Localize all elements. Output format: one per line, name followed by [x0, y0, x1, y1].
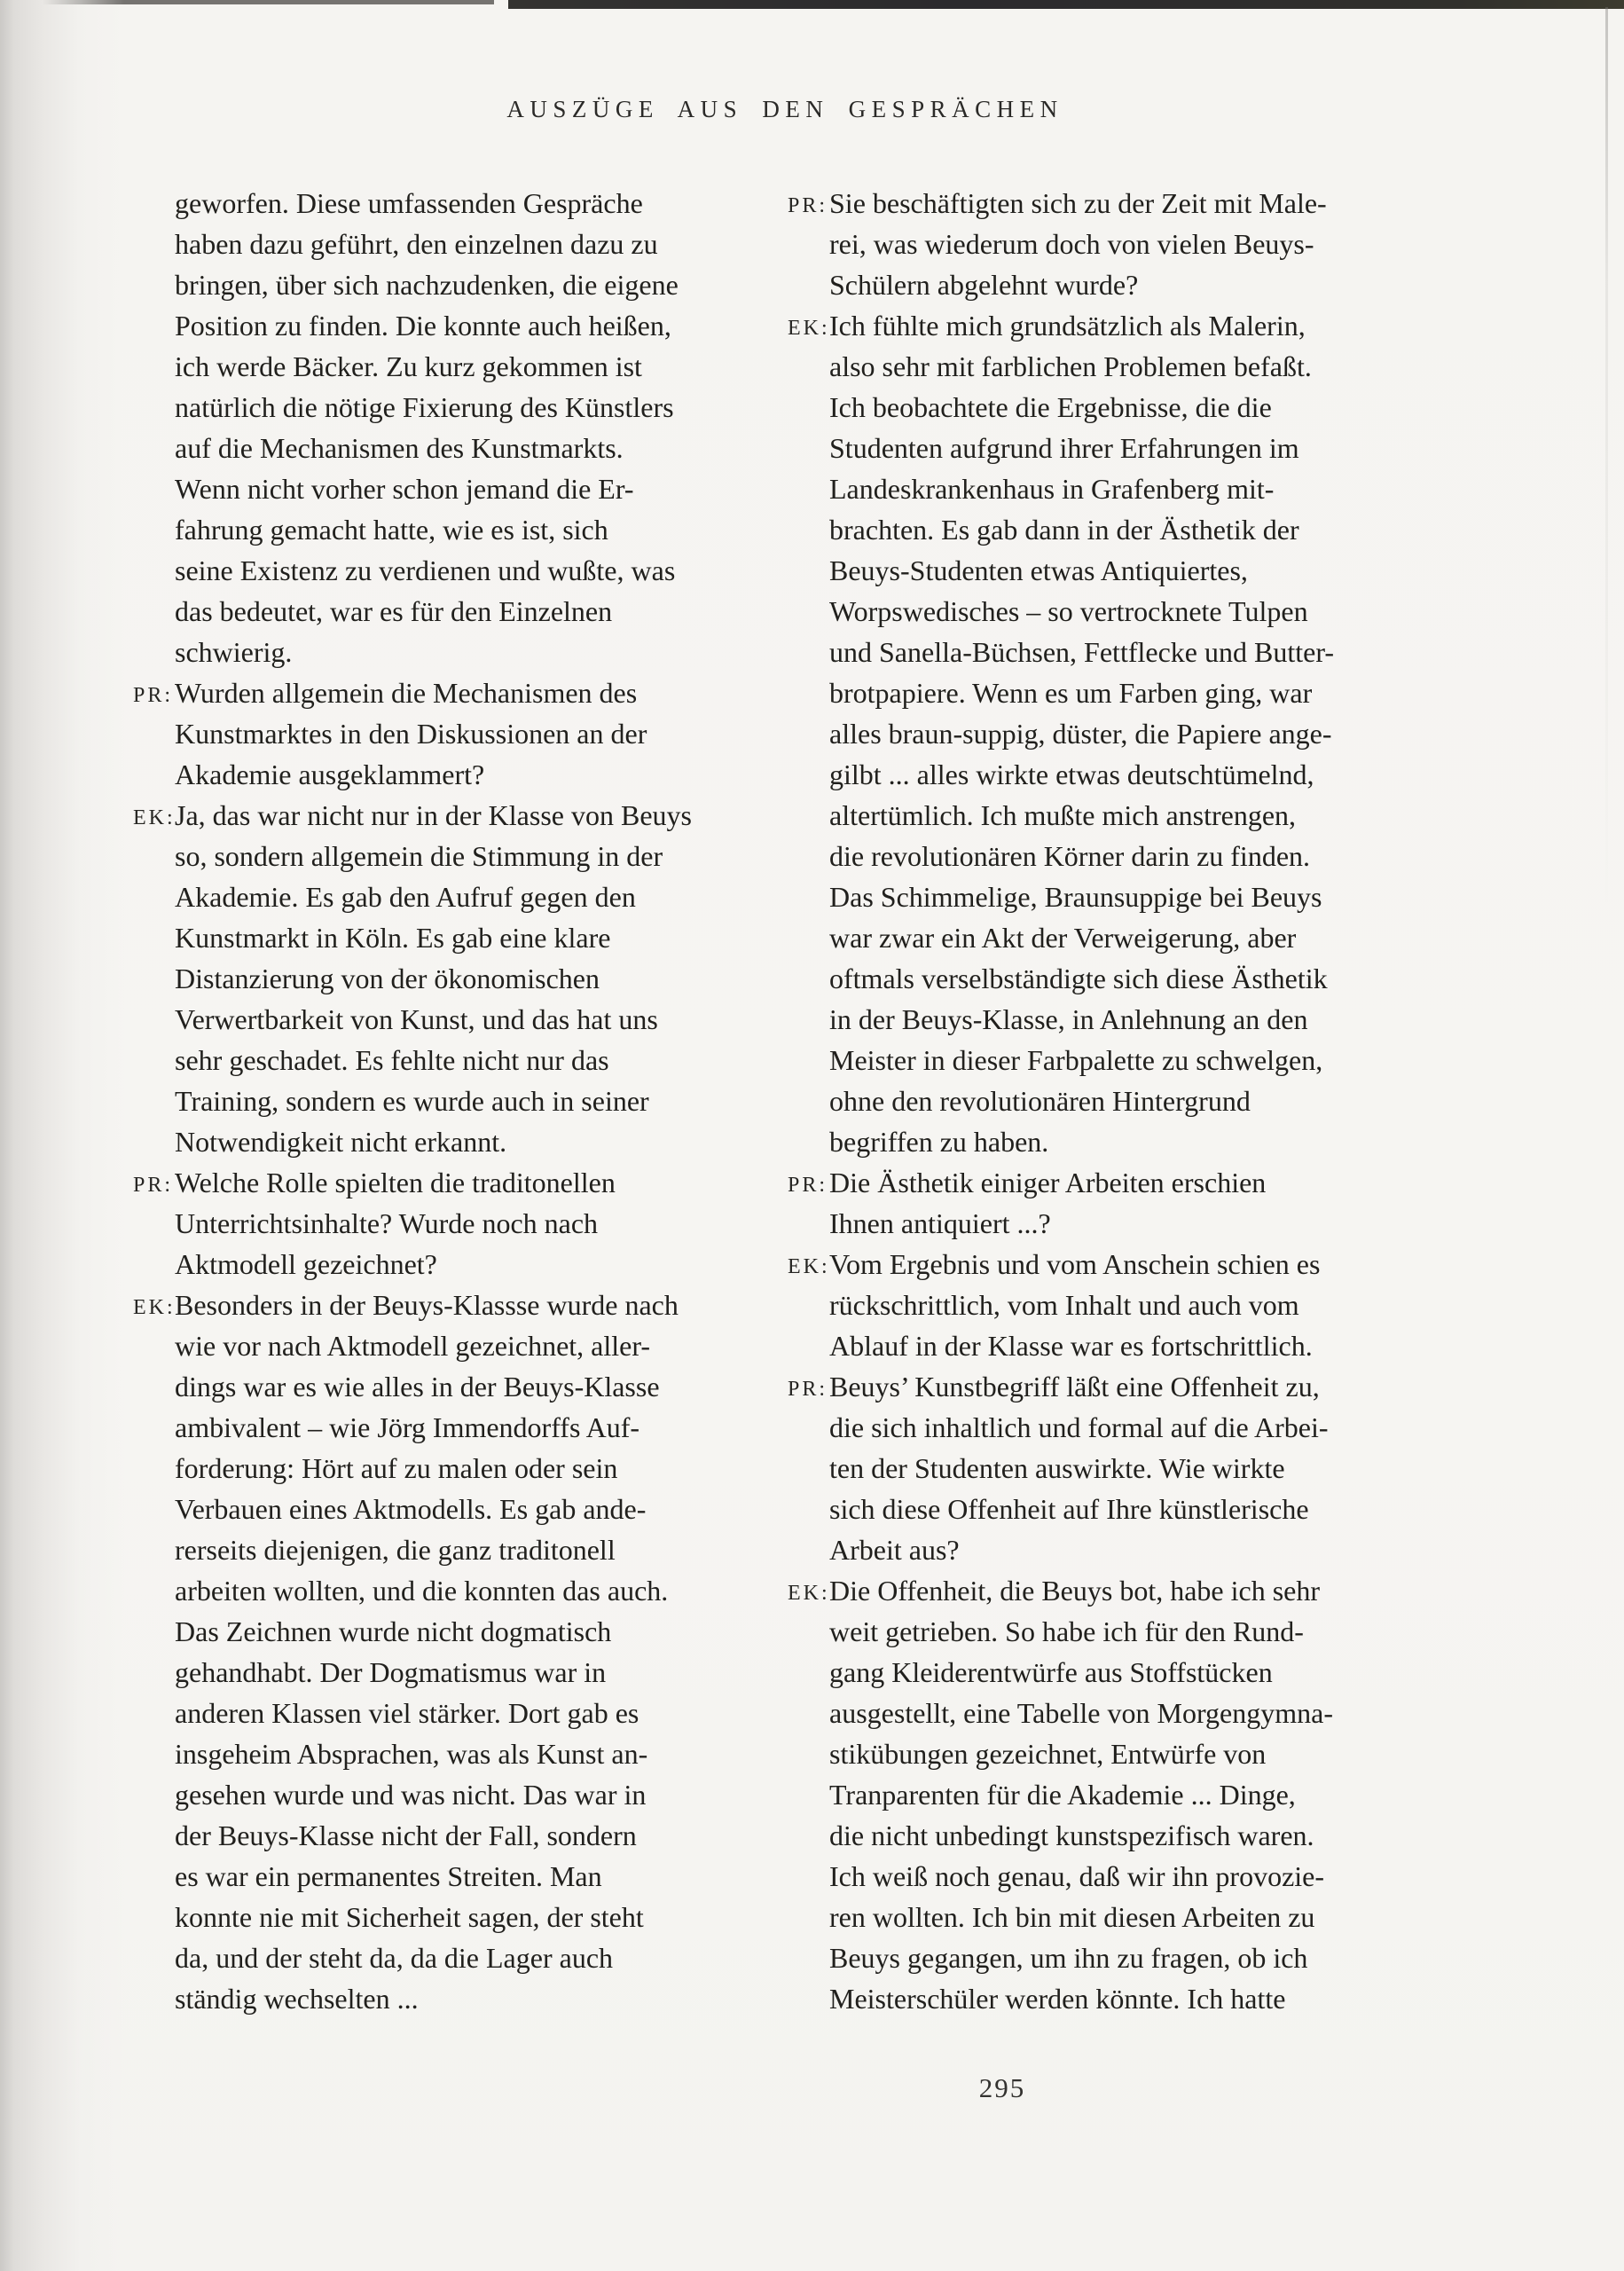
- running-header: AUSZÜGE AUS DEN GESPRÄCHEN: [506, 96, 1063, 122]
- scan-edge-right: [1605, 7, 1608, 2271]
- text-line: ständig wechselten ...: [175, 1983, 419, 2015]
- dialogue-entry: [788, 1244, 1423, 1366]
- text-line: brotpapiere. Wenn es um Farben ging, war: [829, 677, 1313, 709]
- text-line: Kunstmarkt in Köln. Es gab eine klare: [175, 922, 611, 954]
- speaker-label: EK:: [133, 1296, 176, 1319]
- text-line: da, und der steht da, da die Lager auch: [175, 1942, 614, 1974]
- text-line: rei, was wiederum doch von vielen Beuys-: [829, 228, 1314, 260]
- text-line: Verbauen eines Aktmodells. Es gab ande-: [175, 1493, 647, 1525]
- text-line: Die Ästhetik einiger Arbeiten erschien: [829, 1167, 1267, 1198]
- text-line: Worpswedisches – so vertrocknete Tulpen: [829, 595, 1308, 627]
- text-line: Beuys’ Kunstbegriff läßt eine Offenheit zu,: [829, 1371, 1320, 1403]
- text-line: die nicht unbedingt kunstspezifisch waren.: [829, 1819, 1314, 1851]
- text-line: ren wollten. Ich bin mit diesen Arbeiten zu: [829, 1901, 1315, 1933]
- text-line: der Beuys-Klasse nicht der Fall, sondern: [175, 1819, 637, 1851]
- dialogue-entry: [788, 183, 1423, 305]
- dialogue-entry: [133, 1285, 759, 2019]
- text-line: ausgestellt, eine Tabelle von Morgengymna-: [829, 1697, 1333, 1729]
- text-line: bringen, über sich nachzudenken, die eigene: [175, 269, 679, 301]
- text-line: haben dazu geführt, den einzelnen dazu zu: [175, 228, 658, 260]
- text-line: stikübungen gezeichnet, Entwürfe von: [829, 1738, 1267, 1770]
- text-line: weit getrieben. So habe ich für den Rund-: [829, 1615, 1304, 1647]
- speaker-label: PR:: [133, 1174, 174, 1197]
- text-line: ich werde Bäcker. Zu kurz gekommen ist: [175, 350, 642, 382]
- text-line: Distanzierung von der ökonomischen: [175, 963, 600, 994]
- text-line: Training, sondern es wurde auch in seiner: [175, 1085, 649, 1117]
- text-line: arbeiten wollten, und die konnten das auch.: [175, 1575, 669, 1607]
- text-line: Kunstmarktes in den Diskussionen an der: [175, 718, 647, 750]
- text-line: es war ein permanentes Streiten. Man: [175, 1860, 602, 1892]
- text-line: gang Kleiderentwürfe aus Stoffstücken: [829, 1656, 1273, 1688]
- text-line: die sich inhaltlich und formal auf die Arbei-: [829, 1411, 1329, 1443]
- text-line: insgeheim Absprachen, was als Kunst an-: [175, 1738, 648, 1770]
- text-line: altertümlich. Ich mußte mich anstrengen,: [829, 799, 1297, 831]
- text-line: Position zu finden. Die konnte auch heißen,: [175, 310, 671, 342]
- text-line: Ich beobachtete die Ergebnisse, die die: [829, 391, 1272, 423]
- text-line: wie vor nach Aktmodell gezeichnet, aller-: [175, 1330, 651, 1362]
- text-line: oftmals verselbständigte sich diese Ästhetik: [829, 963, 1328, 994]
- text-line: Ja, das war nicht nur in der Klasse von Beuys: [175, 799, 692, 831]
- text-line: Notwendigkeit nicht erkannt.: [175, 1126, 507, 1158]
- text-line: auf die Mechanismen des Kunstmarkts.: [175, 432, 624, 464]
- text-line: anderen Klassen viel stärker. Dort gab es: [175, 1697, 639, 1729]
- dialogue-entry: [133, 1162, 759, 1285]
- text-line: also sehr mit farblichen Problemen befaßt.: [829, 350, 1312, 382]
- speaker-label: EK:: [133, 806, 176, 829]
- text-line: geworfen. Diese umfassenden Gespräche: [175, 187, 643, 219]
- text-line: sich diese Offenheit auf Ihre künstlerische: [829, 1493, 1309, 1525]
- text-line: Ich fühlte mich grundsätzlich als Malerin,: [829, 310, 1306, 342]
- text-line: das bedeutet, war es für den Einzelnen: [175, 595, 613, 627]
- text-line: Ihnen antiquiert ...?: [829, 1207, 1051, 1239]
- text-line: Die Offenheit, die Beuys bot, habe ich sehr: [829, 1575, 1321, 1607]
- dialogue-entry: [788, 1366, 1423, 1570]
- text-column-right: [788, 183, 1423, 2019]
- text-column-left: [133, 183, 759, 2019]
- dialogue-entry: [788, 1162, 1423, 1244]
- page-number: 295: [978, 2072, 1026, 2103]
- text-line: Akademie. Es gab den Aufruf gegen den: [175, 881, 636, 913]
- speaker-label: EK:: [788, 317, 830, 340]
- text-line: gesehen wurde und was nicht. Das war in: [175, 1779, 647, 1811]
- text-line: gehandhabt. Der Dogmatismus war in: [175, 1656, 607, 1688]
- text-line: ohne den revolutionären Hintergrund: [829, 1085, 1251, 1117]
- text-line: und Sanella-Büchsen, Fettflecke und Butter-: [829, 636, 1334, 668]
- dialogue-entry: [133, 183, 759, 672]
- text-line: Tranparenten für die Akademie ... Dinge,: [829, 1779, 1296, 1811]
- text-line: forderung: Hört auf zu malen oder sein: [175, 1452, 618, 1484]
- speaker-label: EK:: [788, 1255, 830, 1278]
- text-line: in der Beuys-Klasse, in Anlehnung an den: [829, 1003, 1308, 1035]
- text-line: Arbeit aus?: [829, 1534, 960, 1566]
- text-line: seine Existenz zu verdienen und wußte, was: [175, 554, 676, 586]
- text-line: rückschrittlich, vom Inhalt und auch vom: [829, 1289, 1299, 1321]
- text-line: Beuys gegangen, um ihn zu fragen, ob ich: [829, 1942, 1308, 1974]
- text-line: konnte nie mit Sicherheit sagen, der steht: [175, 1901, 644, 1933]
- text-line: Vom Ergebnis und vom Anschein schien es: [829, 1248, 1321, 1280]
- text-line: fahrung gemacht hatte, wie es ist, sich: [175, 514, 608, 546]
- text-line: war zwar ein Akt der Verweigerung, aber: [829, 922, 1297, 954]
- dialogue-entry: [788, 305, 1423, 1162]
- text-line: Ablauf in der Klasse war es fortschrittlich.: [829, 1330, 1313, 1362]
- dialogue-entry: [133, 795, 759, 1162]
- text-line: Besonders in der Beuys-Klassse wurde nach: [175, 1289, 679, 1321]
- text-line: so, sondern allgemein die Stimmung in der: [175, 840, 663, 872]
- text-line: Welche Rolle spielten die traditonellen: [175, 1167, 616, 1198]
- text-line: Landeskrankenhaus in Grafenberg mit-: [829, 473, 1275, 505]
- text-line: Wenn nicht vorher schon jemand die Er-: [175, 473, 634, 505]
- speaker-label: PR:: [133, 684, 174, 707]
- text-line: Das Zeichnen wurde nicht dogmatisch: [175, 1615, 612, 1647]
- text-line: Unterrichtsinhalte? Wurde noch nach: [175, 1207, 599, 1239]
- text-line: natürlich die nötige Fixierung des Künstlers: [175, 391, 674, 423]
- scan-edge-top-right: [508, 0, 1624, 9]
- text-line: sehr geschadet. Es fehlte nicht nur das: [175, 1044, 609, 1076]
- text-line: begriffen zu haben.: [829, 1126, 1049, 1158]
- text-line: Schülern abgelehnt wurde?: [829, 269, 1139, 301]
- text-line: Beuys-Studenten etwas Antiquiertes,: [829, 554, 1248, 586]
- text-line: rerseits diejenigen, die ganz traditonell: [175, 1534, 616, 1566]
- binding-gutter-shadow: [0, 0, 133, 2271]
- text-line: Akademie ausgeklammert?: [175, 758, 485, 790]
- text-line: Das Schimmelige, Braunsuppige bei Beuys: [829, 881, 1322, 913]
- text-line: dings war es wie alles in der Beuys-Klasse: [175, 1371, 660, 1403]
- text-line: brachten. Es gab dann in der Ästhetik der: [829, 514, 1299, 546]
- text-line: gilbt ... alles wirkte etwas deutschtümelnd,: [829, 758, 1314, 790]
- text-line: Ich weiß noch genau, daß wir ihn provozie-: [829, 1860, 1325, 1892]
- dialogue-entry: [133, 672, 759, 795]
- text-line: Wurden allgemein die Mechanismen des: [175, 677, 638, 709]
- text-line: Verwertbarkeit von Kunst, und das hat uns: [175, 1003, 658, 1035]
- text-line: Studenten aufgrund ihrer Erfahrungen im: [829, 432, 1299, 464]
- dialogue-entry: [788, 1570, 1423, 2019]
- text-line: die revolutionären Körner darin zu finden.: [829, 840, 1311, 872]
- text-line: alles braun-suppig, düster, die Papiere ange-: [829, 718, 1332, 750]
- text-line: Meisterschüler werden könnte. Ich hatte: [829, 1983, 1286, 2015]
- text-line: Sie beschäftigten sich zu der Zeit mit Male-: [829, 187, 1327, 219]
- speaker-label: PR:: [788, 1174, 828, 1197]
- speaker-label: PR:: [788, 194, 828, 217]
- speaker-label: PR:: [788, 1378, 828, 1401]
- text-line: Meister in dieser Farbpalette zu schwelgen,: [829, 1044, 1323, 1076]
- text-line: schwierig.: [175, 636, 293, 668]
- text-line: ambivalent – wie Jörg Immendorffs Auf-: [175, 1411, 640, 1443]
- text-line: Aktmodell gezeichnet?: [175, 1248, 437, 1280]
- text-line: ten der Studenten auswirkte. Wie wirkte: [829, 1452, 1285, 1484]
- speaker-label: EK:: [788, 1582, 830, 1605]
